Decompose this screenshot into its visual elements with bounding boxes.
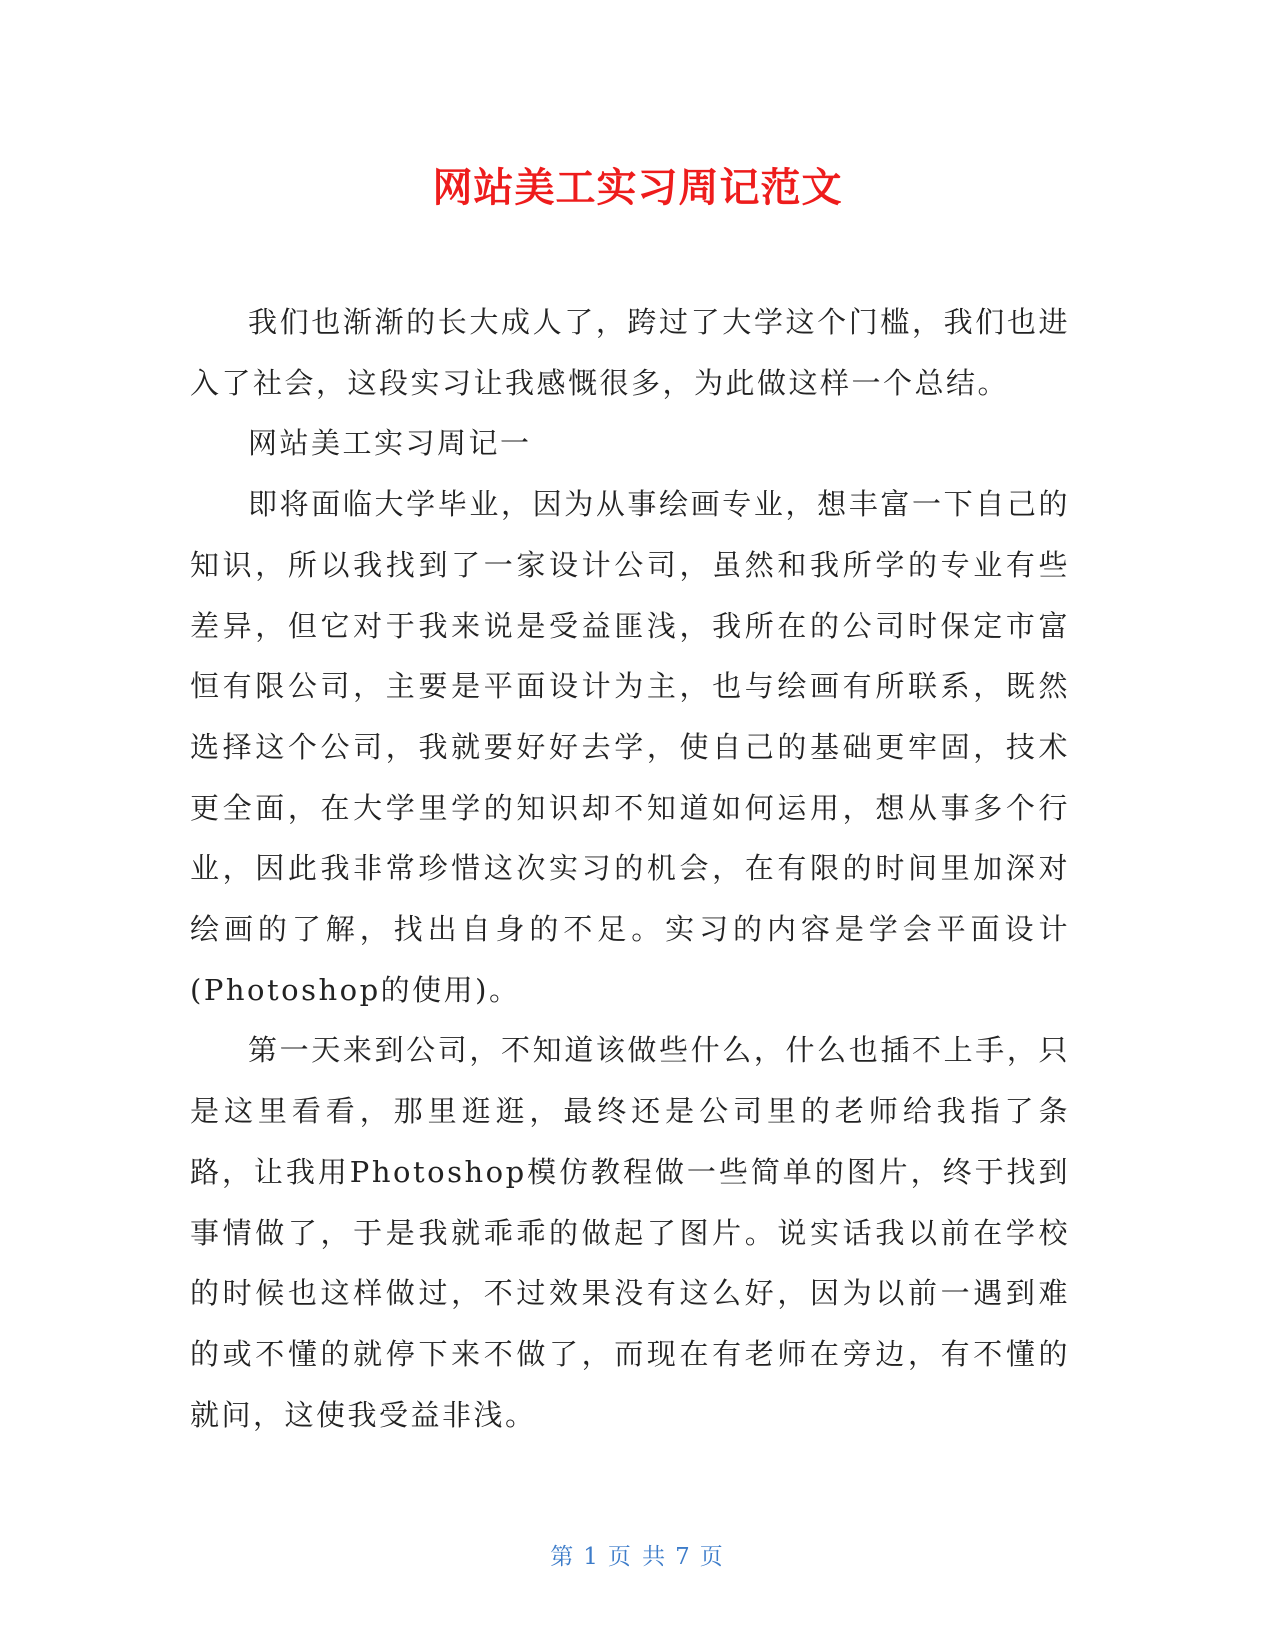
page-label-prefix: 第 (550, 1544, 576, 1570)
page-footer (0, 1540, 1275, 1574)
paragraph-body: 即将面临大学毕业，因为从事绘画专业，想丰富一下自己的知识，所以我找到了一家设计公司，虽然和我所学的专业有些差异，但它对于我来说是受益匪浅，我所在的公司时保定市富恒有限公司，主要是平面设计为主，也与绘画有所联系，既然选择这个公司，我就要好好去学，使自己的基础更牢固，技术更全面，在大学里学的知识却不知道如何运用，想从事多个行业，因此我非常珍惜这次实习的机会，在有限的时间里加深对绘画的了解，找出自身的不足。实习的内容是学会平面设计(Photoshop的使用)。 (190, 487, 1070, 1007)
total-pages-number: 7 (675, 1544, 692, 1570)
page-title: 网站美工实习周记范文 (432, 165, 843, 211)
section-heading: 网站美工实习周记一 (248, 426, 532, 461)
paragraph-body: 第一天来到公司，不知道该做些什么，什么也插不上手，只是这里看看，那里逛逛，最终还是公司里的老师给我指了条路，让我用Photoshop模仿教程做一些简单的图片，终于找到事情做了，于是我就乖乖的做起了图片。说实话我以前在学校的时候也这样做过，不过效果没有这么好，因为以前一遇到难的或不懂的就停下来不做了，而现在有老师在旁边，有不懂的就问，这使我受益非浅。 (190, 1033, 1070, 1432)
page-label-suffix: 页 (699, 1544, 725, 1570)
page-label-mid: 页 共 (607, 1544, 668, 1570)
document-body (190, 292, 1070, 1445)
paragraph-intro: 我们也渐渐的长大成人了，跨过了大学这个门槛，我们也进入了社会，这段实习让我感慨很多，为此做这样一个总结。 (190, 305, 1070, 400)
current-page-number: 1 (583, 1544, 600, 1570)
